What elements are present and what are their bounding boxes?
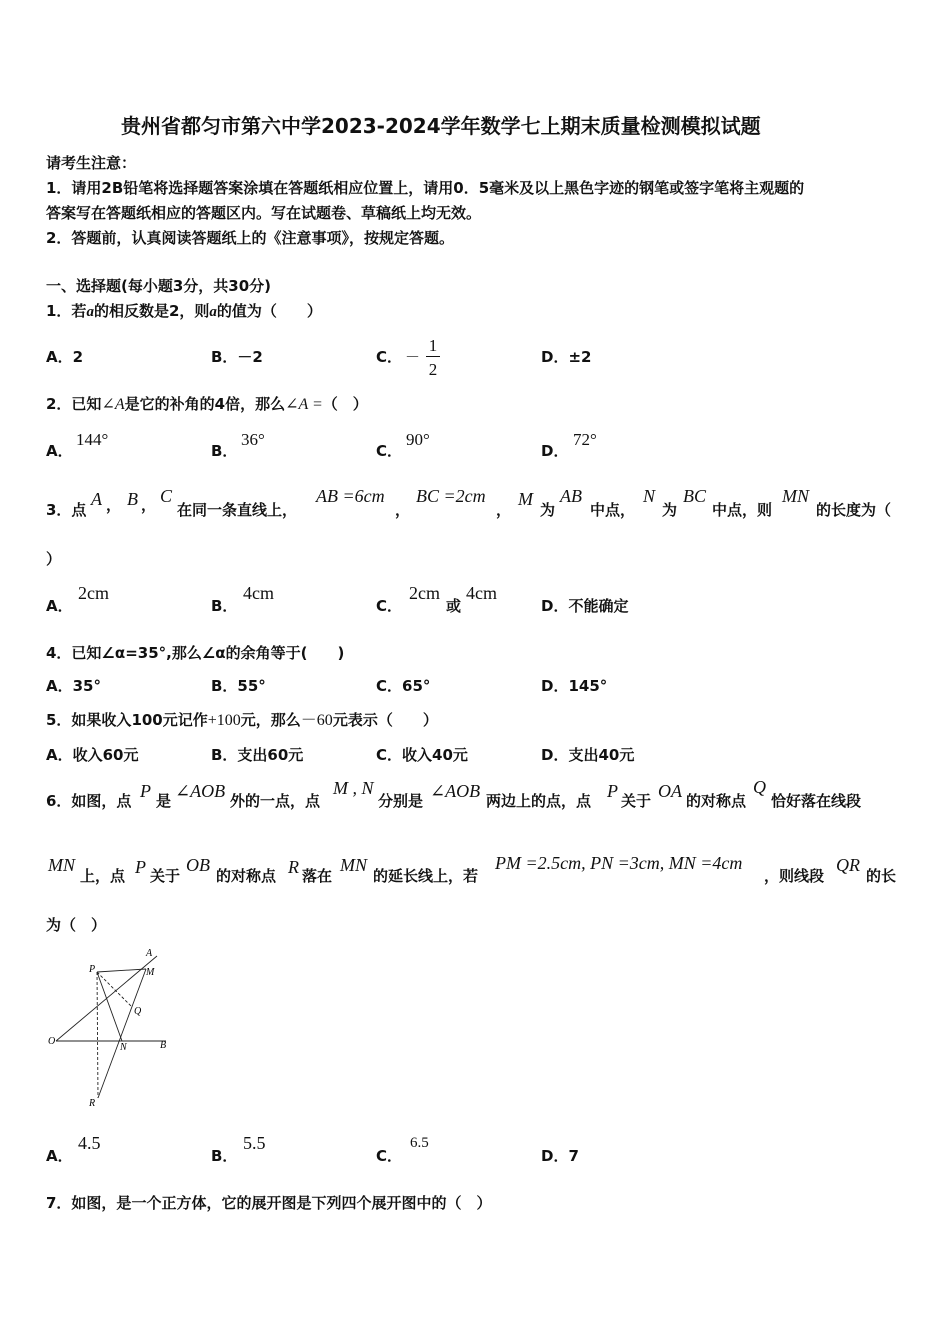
q3-comma-3: ， — [395, 501, 411, 519]
q6-word-symmetric-1: 的对称点 — [686, 792, 747, 810]
q3-comma-2: ， — [141, 496, 157, 514]
q6-line2-text-1: 上，点 — [80, 867, 126, 885]
q1-option-c-numerator: 1 — [428, 336, 438, 355]
q6-line2-text-length: 的长 — [866, 867, 897, 885]
q6-fig-label-r: R — [89, 1098, 96, 1109]
q3-option-a[interactable]: A． — [46, 597, 73, 615]
q3-comma-4: ， — [496, 501, 512, 519]
q6-stem-segment: 恰好落在线段 — [771, 792, 862, 810]
q6-word-respectively: 分别是 — [378, 792, 424, 810]
q6-option-a-value: 4.5 — [78, 1133, 101, 1153]
q2-option-a[interactable]: A． — [46, 442, 73, 460]
q4-option-d[interactable]: D．145° — [541, 677, 608, 695]
q6-fig-label-n: N — [120, 1042, 127, 1053]
q5-option-d[interactable]: D．支出40元 — [541, 746, 635, 764]
q6-point-q: Q — [753, 777, 766, 797]
q6-option-c[interactable]: C． — [376, 1147, 403, 1165]
q3-ab-length: AB =6cm — [316, 486, 385, 506]
q6-line3: 为（ ） — [46, 916, 107, 934]
q3-segment-bc: BC — [683, 486, 707, 506]
q6-fig-dashed-pr — [97, 972, 98, 1098]
q6-line-ob: OB — [186, 855, 210, 875]
q5-option-a[interactable]: A．收入60元 — [46, 746, 139, 764]
q3-word-midpoint-2: 中点，则 — [712, 501, 773, 519]
q3-point-b: B — [127, 489, 138, 509]
notice-heading: 请考生注意： — [46, 154, 137, 172]
q7-stem: 7．如图，是一个正方体，它的展开图是下列四个展开图中的（ ） — [46, 1194, 492, 1212]
q3-option-c[interactable]: C． — [376, 597, 403, 615]
q3-option-d[interactable]: D．不能确定 — [541, 597, 629, 615]
q6-point-r: R — [288, 857, 299, 877]
q3-option-b-value: 4cm — [243, 583, 274, 603]
q1-option-c-fraction-bar — [426, 356, 440, 357]
q3-point-n: N — [643, 486, 656, 506]
q6-geometry-figure — [44, 944, 176, 1110]
q2-option-b-value: 36° — [241, 430, 265, 449]
q2-option-b[interactable]: B． — [211, 442, 238, 460]
q1-option-c-denominator: 2 — [428, 360, 438, 379]
q6-line2-text-segment: ，则线段 — [764, 867, 825, 885]
q2-option-a-value: 144° — [76, 430, 109, 449]
q4-option-c[interactable]: C．65° — [376, 677, 431, 695]
q6-word-symmetric-2: 的对称点 — [216, 867, 277, 885]
q6-word-shi: 是 — [156, 792, 172, 810]
q2-stem: 2．已知∠A是它的补角的4倍，那么∠A =（ ） — [46, 395, 368, 413]
q6-segment-mn-2: MN — [340, 855, 367, 875]
q6-segment-mn: MN — [48, 855, 75, 875]
q3-point-c: C — [160, 486, 173, 506]
q6-fig-line-mr — [98, 969, 146, 1098]
q3-option-b[interactable]: B． — [211, 597, 238, 615]
q2-option-d[interactable]: D． — [541, 442, 569, 460]
q1-option-c-neg: － — [405, 348, 421, 366]
q5-option-b[interactable]: B．支出60元 — [211, 746, 304, 764]
q6-line-oa: OA — [658, 781, 682, 801]
q3-point-a: A — [91, 489, 102, 509]
q6-given-lengths: PM =2.5cm, PN =3cm, MN =4cm — [495, 853, 743, 873]
q3-point-m: M — [518, 489, 533, 509]
q3-word-wei-2: 为 — [662, 501, 678, 519]
q6-segment-qr: QR — [836, 855, 860, 875]
q6-fig-label-m: M — [146, 967, 155, 978]
q1-stem: 1．若a的相反数是2，则a的值为（ ） — [46, 302, 322, 320]
q3-segment-ab: AB — [560, 486, 582, 506]
q4-stem: 4．已知∠α=35°,那么∠α的余角等于( ) — [46, 644, 345, 662]
q1-option-c[interactable]: C． — [376, 348, 403, 366]
q2-option-c[interactable]: C． — [376, 442, 403, 460]
q6-option-c-value: 6.5 — [410, 1135, 429, 1151]
q6-stem-outside: 外的一点，点 — [230, 792, 321, 810]
q6-fig-label-b: B — [160, 1040, 167, 1051]
section-heading: 一、选择题(每小题3分，共30分) — [46, 277, 272, 295]
q3-comma-1: ， — [106, 496, 122, 514]
q4-option-a[interactable]: A．35° — [46, 677, 101, 695]
q4-option-b[interactable]: B．55° — [211, 677, 266, 695]
q3-option-a-value: 2cm — [78, 583, 109, 603]
q2-option-d-value: 72° — [573, 430, 597, 449]
q3-stem-start: 3．点 — [46, 501, 87, 519]
q6-fig-label-a: A — [146, 948, 153, 959]
q3-word-midpoint-1: 中点， — [590, 501, 636, 519]
q6-angle-aob: ∠AOB — [175, 781, 226, 801]
q6-line2-text-extension: 的延长线上，若 — [373, 867, 479, 885]
q1-option-b[interactable]: B．－2 — [211, 348, 263, 366]
q6-option-d[interactable]: D．7 — [541, 1147, 579, 1165]
q6-option-b[interactable]: B． — [211, 1147, 238, 1165]
notice-line-1b: 答案写在答题纸相应的答题区内。写在试题卷、草稿纸上均无效。 — [46, 204, 482, 222]
q3-bc-length: BC =2cm — [416, 486, 486, 506]
q2-option-c-value: 90° — [406, 430, 430, 449]
q6-points-mn: M , N — [333, 778, 374, 798]
notice-line-1a: 1．请用2B铅笔将选择题答案涂填在答题纸相应位置上，请用0．5毫米及以上黑色字迹的钢笔或签字笔将主观题的 — [46, 179, 805, 197]
q6-stem-sides: 两边上的点，点 — [486, 792, 592, 810]
q6-point-p-2: P — [607, 781, 618, 801]
q3-option-c-value-1: 2cm — [409, 583, 440, 603]
q3-option-c-value-2: 4cm — [466, 583, 497, 603]
page-title: 贵州省都匀市第六中学2023-2024学年数学七上期末质量检测模拟试题 — [121, 114, 761, 138]
q6-fig-label-q: Q — [134, 1006, 142, 1017]
q6-angle-aob-2: ∠AOB — [430, 781, 481, 801]
q3-option-c-or: 或 — [446, 597, 462, 615]
q3-stem-collinear: 在同一条直线上， — [177, 501, 298, 519]
q6-line2-point-p: P — [135, 857, 146, 877]
q6-stem-start: 6．如图，点 — [46, 792, 132, 810]
q6-word-falls-on: 落在 — [302, 867, 333, 885]
q6-word-about-1: 关于 — [621, 792, 652, 810]
q1-option-d[interactable]: D．±2 — [541, 348, 592, 366]
q5-stem: 5．如果收入100元记作+100元，那么－60元表示（ ） — [46, 711, 438, 729]
q6-fig-label-p: P — [89, 964, 96, 975]
q3-stem-end: 的长度为（ — [816, 501, 892, 519]
q3-close-paren: ） — [46, 550, 62, 568]
q6-fig-label-o: O — [48, 1036, 56, 1047]
q6-option-b-value: 5.5 — [243, 1133, 266, 1153]
q5-option-c[interactable]: C．收入40元 — [376, 746, 468, 764]
q3-segment-mn: MN — [782, 486, 809, 506]
q6-word-about-2: 关于 — [150, 867, 181, 885]
q6-point-p: P — [140, 781, 151, 801]
q6-fig-segment-pn — [97, 972, 122, 1041]
q1-option-a[interactable]: A．2 — [46, 348, 84, 366]
q3-word-wei-1: 为 — [540, 501, 556, 519]
notice-line-2: 2．答题前，认真阅读答题纸上的《注意事项》，按规定答题。 — [46, 229, 454, 247]
q6-option-a[interactable]: A． — [46, 1147, 73, 1165]
